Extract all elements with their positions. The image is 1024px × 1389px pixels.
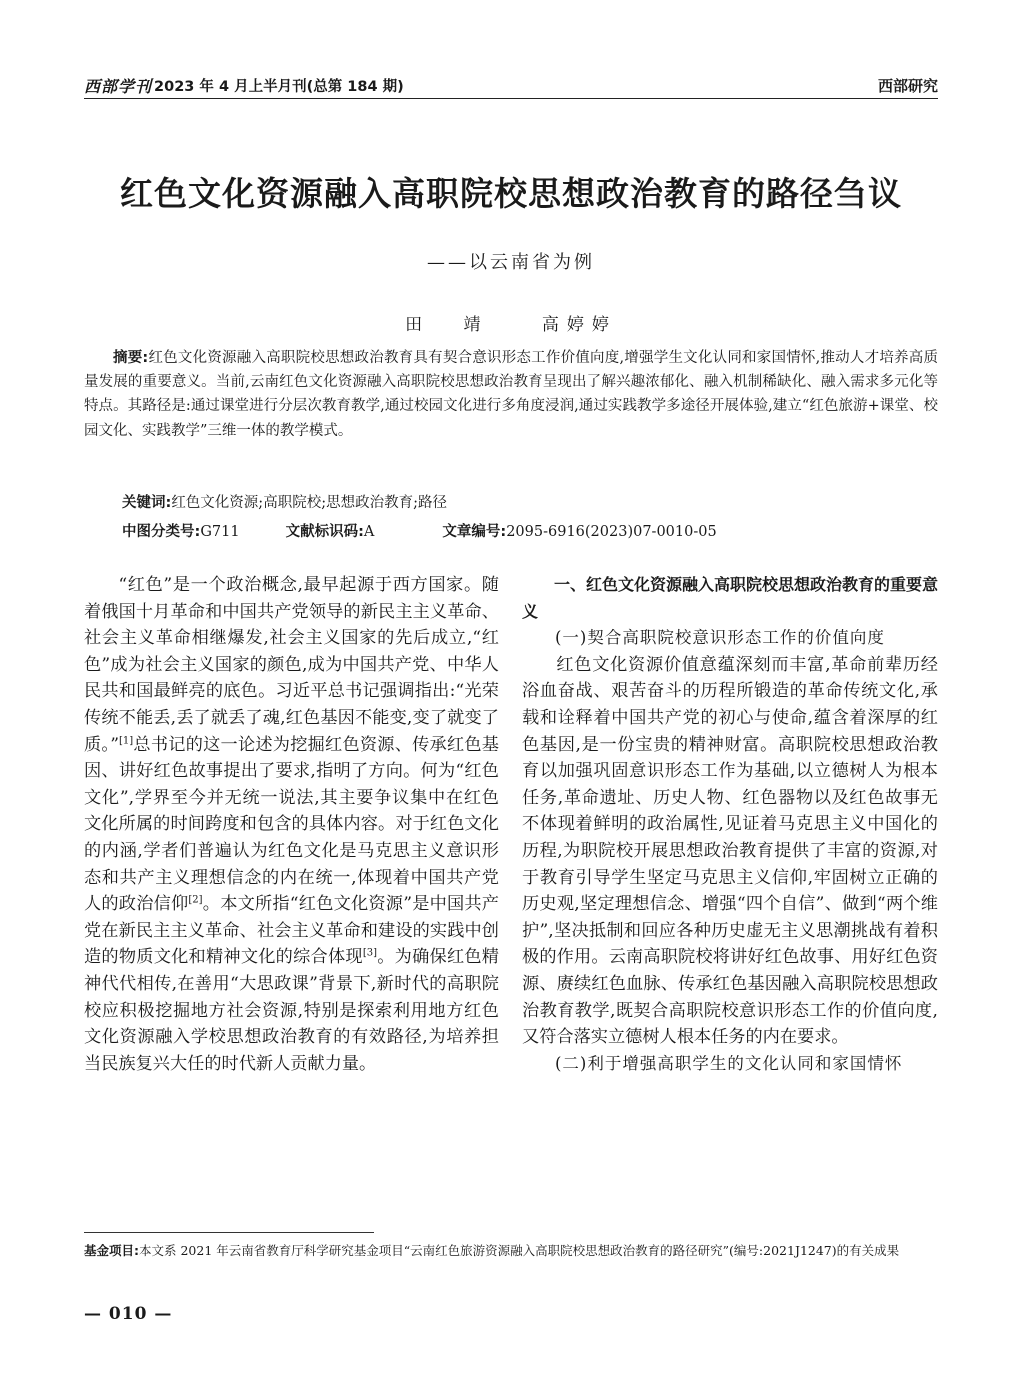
section-name: 西部研究: [877, 76, 938, 95]
keywords: [122, 491, 447, 512]
citation-2: [2]: [188, 894, 203, 906]
citation-1: [1]: [119, 734, 134, 746]
funding-text: 本文系 2021 年云南省教育厅科学研究基金项目“云南红色旅游资源融入高职院校思想政治教育的路径研究”(编号:2021J1247)的有关成果: [139, 1243, 900, 1258]
intro-text-4: 。为确保红色精神代代相传,在善用“大思政课”背景下,新时代的高职院校应积极挖掘地方社会资源,特别是探索利用地方红色文化资源融入学校思想政治教育的有效路径,为培养担当民族复兴大任的时代新人贡献力量。: [84, 947, 499, 1074]
intro-text-2: 总书记的这一论述为挖掘红色资源、传承红色基因、讲好红色故事提出了要求,指明了方向。何为“红色文化”,学界至今并无统一说法,其主要争议集中在红色文化所属的时间跨度和包含的具体内容。对于红色文化的内涵,学者们普遍认为红色文化是马克思主义意识形态和共产主义理想信念的内在统一,体现着中国共产党人的政治信仰: [84, 734, 499, 915]
funding-footnote: [84, 1240, 938, 1262]
section-paragraph-1: 红色文化资源价值意蕴深刻而丰富,革命前辈历经浴血奋战、艰苦奋斗的历程所锻造的革命传统文化,承载和诠释着中国共产党的初心与使命,蕴含着深厚的红色基因,是一份宝贵的精神财富。高职院校思想政治教育以加强巩固意识形态工作为基础,以立德树人为根本任务,革命遗址、历史人物、红色器物以及红色故事无不体现着鲜明的政治属性,见证着马克思主义中国化的历程,为职院校开展思想政治教育提供了丰富的资源,对于教育引导学生坚定马克思主义信仰,牢固树立正确的历史观,坚定理想信念、增强“四个自信”、做到“两个维护”,坚决抵制和回应各种历史虚无主义思潮挑战有着积极的作用。云南高职院校将讲好红色故事、用好红色资源、赓续红色血脉、传承红色基因融入高职院校思想政治教育教学,既契合高职院校意识形态工作的价值向度,又符合落实立德树人根本任务的内在要求。: [522, 654, 938, 1048]
footnote-divider: [84, 1232, 374, 1233]
issue-info: 2023 年 4 月上半月刊(总第 184 期): [154, 78, 404, 95]
keywords-label: 关键词:: [122, 495, 172, 511]
clc-value: G711: [200, 524, 240, 540]
subsection-heading-1: (一)契合高职院校意识形态工作的价值向度: [555, 628, 885, 648]
funding-label: 基金项目:: [84, 1243, 139, 1258]
citation-3: [3]: [362, 947, 377, 959]
keywords-text: 红色文化资源;高职院校;思想政治教育;路径: [171, 495, 447, 511]
article-number-value: 2095-6916(2023)07-0010-05: [506, 524, 717, 540]
article-number-label: 文章编号:: [442, 524, 507, 540]
left-column: [84, 572, 499, 1077]
journal-logo: 西部学刊: [84, 76, 153, 96]
running-header: [84, 72, 938, 99]
author-1: 田 靖: [405, 315, 489, 335]
intro-text-1: “红色”是一个政治概念,最早起源于西方国家。随着俄国十月革命和中国共产党领导的新民主主义革命、社会主义革命相继爆发,社会主义国家的先后成立,“红色”成为社会主义国家的颜色,成为中国共产党、中华人民共和国最鲜亮的底色。习近平总书记强调指出:“光荣传统不能丢,丢了就丢了魂,红色基因不能变,变了就变了质。”: [84, 575, 499, 755]
abstract-label: 摘要:: [113, 350, 149, 366]
right-column: [522, 572, 938, 1077]
classification-line: [122, 520, 717, 541]
section-heading-1: 一、红色文化资源融入高职院校思想政治教育的重要意义: [522, 575, 939, 621]
page-number: — 010 —: [84, 1304, 173, 1324]
subsection-heading-2: (二)利于增强高职学生的文化认同和家国情怀: [555, 1053, 903, 1073]
doc-code-value: A: [363, 524, 375, 540]
journal-info: [84, 74, 404, 97]
clc-label: 中图分类号:: [122, 524, 201, 540]
abstract: [84, 346, 938, 443]
doc-code-label: 文献标识码:: [285, 524, 364, 540]
intro-text-3: 。本文所指“红色文化资源”是中国共产党在新民主主义革命、社会主义革命和建设的实践中创造的物质文化和精神文化的综合体现: [84, 894, 499, 968]
author-list: [84, 310, 938, 335]
article-subtitle: ——以云南省为例: [427, 252, 595, 273]
abstract-text: 红色文化资源融入高职院校思想政治教育具有契合意识形态工作价值向度,增强学生文化认同和家国情怀,推动人才培养高质量发展的重要意义。当前,云南红色文化资源融入高职院校思想政治教育呈现出了解兴趣浓郁化、融入机制稀缺化、融入需求多元化等特点。其路径是:通过课堂进行分层次教育教学,通过校园文化进行多角度浸润,通过实践教学多途径开展体验,建立“红色旅游+课堂、校园文化、实践教学”三维一体的教学模式。: [84, 350, 938, 439]
intro-paragraph: [84, 572, 499, 1077]
author-2: 高婷婷: [541, 315, 617, 335]
article-title: 红色文化资源融入高职院校思想政治教育的路径刍议: [120, 174, 902, 213]
